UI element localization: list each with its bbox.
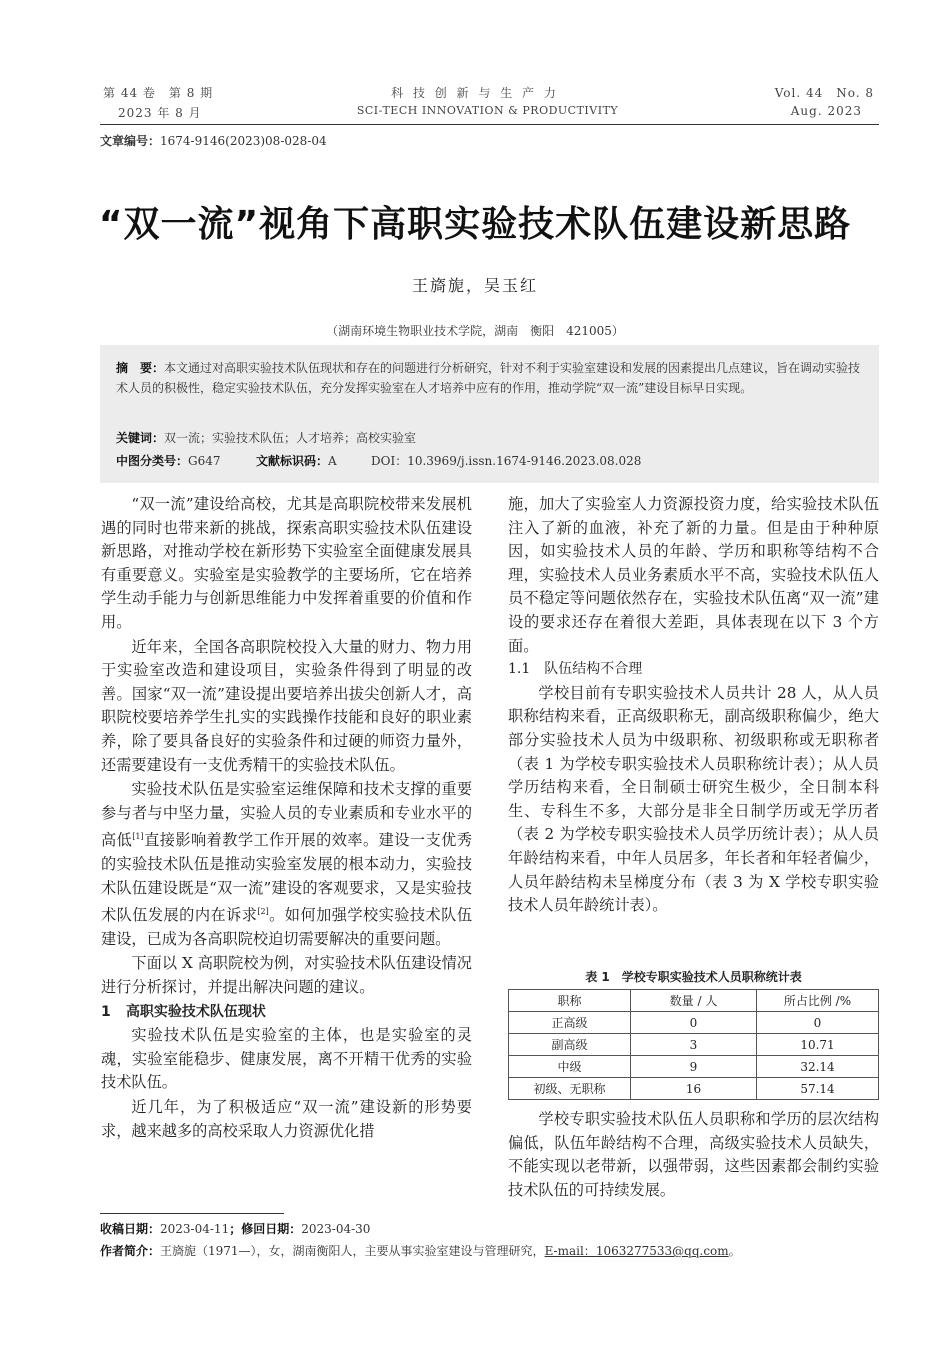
header-date-cn: 2023 年 8 月 [118,106,202,120]
article-number [100,132,327,149]
table-header-cell: 职称 [509,990,631,1012]
doc-code-value: A [328,454,337,468]
table-cell: 3 [631,1034,757,1056]
table1-caption-number: 表 1 [585,970,610,984]
paragraph: 学校专职实验技术队伍人员职称和学历的层次结构偏低，队伍年龄结构不合理，高级实验技术人员缺失，不能实现以老带新，以强带弱，这些因素都会制约实验技术队伍的可持续发展。 [508,1110,879,1199]
paragraph: 近几年，为了积极适应“双一流”建设新的形势要求，越来越多的高校采取人力资源优化措 [101,1097,472,1140]
table-header-row [509,990,879,1012]
article-number-value: 1674-9146(2023)08-028-04 [160,134,327,148]
article-number-label: 文章编号： [100,134,161,148]
table-cell: 0 [631,1012,757,1034]
table-cell: 副高级 [509,1034,631,1056]
revised-label: ；修回日期： [229,1222,302,1236]
author-bio [100,1242,890,1259]
table-cell: 10.71 [757,1034,879,1056]
paragraph: 施，加大了实验室人力资源投资力度，给实验技术队伍注入了新的血液，补充了新的力量。但是由于种种原因，如实验技术人员的年龄、学历和职称等结构不合理，实验技术人员业务素质水平不高，实验技术队伍人员不稳定等问题依然存在，实验技术队伍离“双一流”建设的要求还存在着很大差距，具体表现在以下 3 个方面。 [508,495,879,655]
class-value: G647 [188,454,221,468]
header-volume-issue: 第 44 卷 第 8 期 [103,86,214,100]
email-label: E-mail： [544,1244,596,1258]
article-title: “双一流”视角下高职实验技术队伍建设新思路 [98,204,852,245]
paragraph: 近年来，全国各高职院校投入大量的财力、物力用于实验室改造和建设项目，实验条件得到了明显的改善。国家“双一流”建设提出要培养出拔尖创新人才，高职院校要培养学生扎实的实践操作技能和良好的职业素养，除了要具备良好的实验条件和过硬的师资力量外，还需要建设有一支优秀精干的实验技术队伍。 [101,637,472,774]
paragraph: 学校目前有专职实验技术人员共计 28 人，从人员职称结构来看，正高级职称无，副高级职称偏少，绝大部分实验技术人员为中级职称、初级职称或无职称者（表 1 为学校专职实验技术人员职称统计表）；从人员学历结构来看，全日制硕士研究生极少，全日制本科生、专科生不多，大部分是非全日制学历或无学历者（表 2 为学校专职实验技术人员学历统计表）；从人员年龄结构来看，中年人员居多，年长者和年轻者偏少，人员年龄结构未呈梯度分布（表 3 为 X 学校专职实验技术人员年龄统计表）。 [508,683,879,915]
paragraph: 下面以 X 高职院校为例，对实验技术队伍建设情况进行分析探讨，并提出解决问题的建议。 [101,954,472,996]
header-date-en: Aug. 2023 [790,104,862,118]
table-cell: 57.14 [757,1078,879,1100]
table-cell: 9 [631,1056,757,1078]
received-date: 2023-04-11 [160,1222,230,1236]
authors: 王旖旎，吴玉红 [411,276,538,295]
subsection-title: 队伍结构不合理 [544,661,643,678]
bio-text: 王旖旎（1971—），女，湖南衡阳人，主要从事实验室建设与管理研究， [160,1244,545,1258]
keywords-value: 双一流；实验技术队伍；人才培养；高校实验室 [164,431,417,445]
section-number: 1 [101,1003,111,1020]
right-column-continued [508,1108,879,1202]
paragraph-text: 直接影响着教学工作开展的效率。建设一支优秀的实验技术队伍是推动实验室发展的根本动力，实验技术队伍建设既是“双一流”建设的客观要求，又是实验技术队伍发展的内在诉求 [101,831,473,925]
citation-2: [2] [257,907,269,917]
doc-code-label: 文献标识码： [256,454,329,468]
journal-title-cn: 科 技 创 新 与 生 产 力 [391,86,559,100]
section-title: 高职实验技术队伍现状 [125,1003,266,1020]
paragraph [101,778,472,951]
table-cell: 初级、无职称 [509,1078,631,1100]
abstract-text: 本文通过对高职实验技术队伍现状和存在的问题进行分析研究，针对不利于实验室建设和发展的因素提出几点建议，旨在调动实验技术人员的积极性，稳定实验技术队伍，充分发挥实验室在人才培养中应有的作用，推动学院“双一流”建设目标早日实现。 [116,361,861,395]
footnote-rule [100,1213,284,1214]
table-cell: 中级 [509,1056,631,1078]
received-dates [100,1220,370,1237]
revised-date: 2023-04-30 [301,1222,371,1236]
subsection-heading-1-1 [508,658,879,682]
class-label: 中图分类号： [116,454,189,468]
left-column [101,493,472,1143]
keywords-label: 关键词： [116,431,165,445]
table-row [509,1012,879,1034]
header-rule [100,124,879,125]
paragraph: “双一流”建设给高校，尤其是高职院校带来发展机遇的同时也带来新的挑战，探索高职实验技术队伍建设新思路，对推动学校在新形势下实验室全面健康发展具有重要意义。实验室是实验教学的主要场所，它在培养学生动手能力与创新思维能力中发挥着重要的价值和作用。 [101,495,472,631]
paragraph-text: 实验技术队伍是实验室运维保障和技术支撑的重要参与者与中坚力量，实验人员的专业素质和专业水平的高低 [101,780,472,850]
table-header-cell: 所占比例 /% [757,990,879,1012]
abstract-label: 摘 要： [116,361,165,375]
bio-end: 。 [728,1244,741,1258]
keywords [116,428,416,448]
table-header-cell: 数量 / 人 [631,990,757,1012]
journal-title-en: SCI-TECH INNOVATION & PRODUCTIVITY [356,104,619,117]
header-volume-issue-en: Vol. 44 No. 8 [774,86,874,100]
table-row [509,1034,879,1056]
classification-line [116,451,221,471]
table1-caption-text: 学校专职实验技术人员职称统计表 [621,970,802,984]
received-label: 收稿日期： [100,1222,161,1236]
paragraph-text: 。如何加强学校实验技术队伍建设，已成为各高职院校迫切需要解决的重要问题。 [101,906,473,948]
table-cell: 0 [757,1012,879,1034]
doi: DOI：10.3969/j.issn.1674-9146.2023.08.028 [371,454,642,468]
paragraph: 实验技术队伍是实验室的主体，也是实验室的灵魂，实验室能稳步、健康发展，离不开精干优秀的实验技术队伍。 [101,1026,472,1092]
table-cell: 16 [631,1078,757,1100]
section-heading-1 [101,1000,472,1025]
bio-label: 作者简介： [100,1244,161,1258]
doc-code [256,451,337,471]
table-row [509,1056,879,1078]
abstract [116,358,868,398]
subsection-number: 1.1 [508,661,531,678]
table-cell: 32.14 [757,1056,879,1078]
table-row [509,1078,879,1100]
email-link[interactable]: 1063277533@qq.com [595,1244,729,1258]
table1 [508,989,879,1100]
table1-caption [508,968,879,985]
citation-1: [1] [132,832,144,842]
table-cell: 正高级 [509,1012,631,1034]
affiliation: （湖南环境生物职业技术学院，湖南 衡阳 421005） [326,324,624,338]
right-column [508,493,879,918]
